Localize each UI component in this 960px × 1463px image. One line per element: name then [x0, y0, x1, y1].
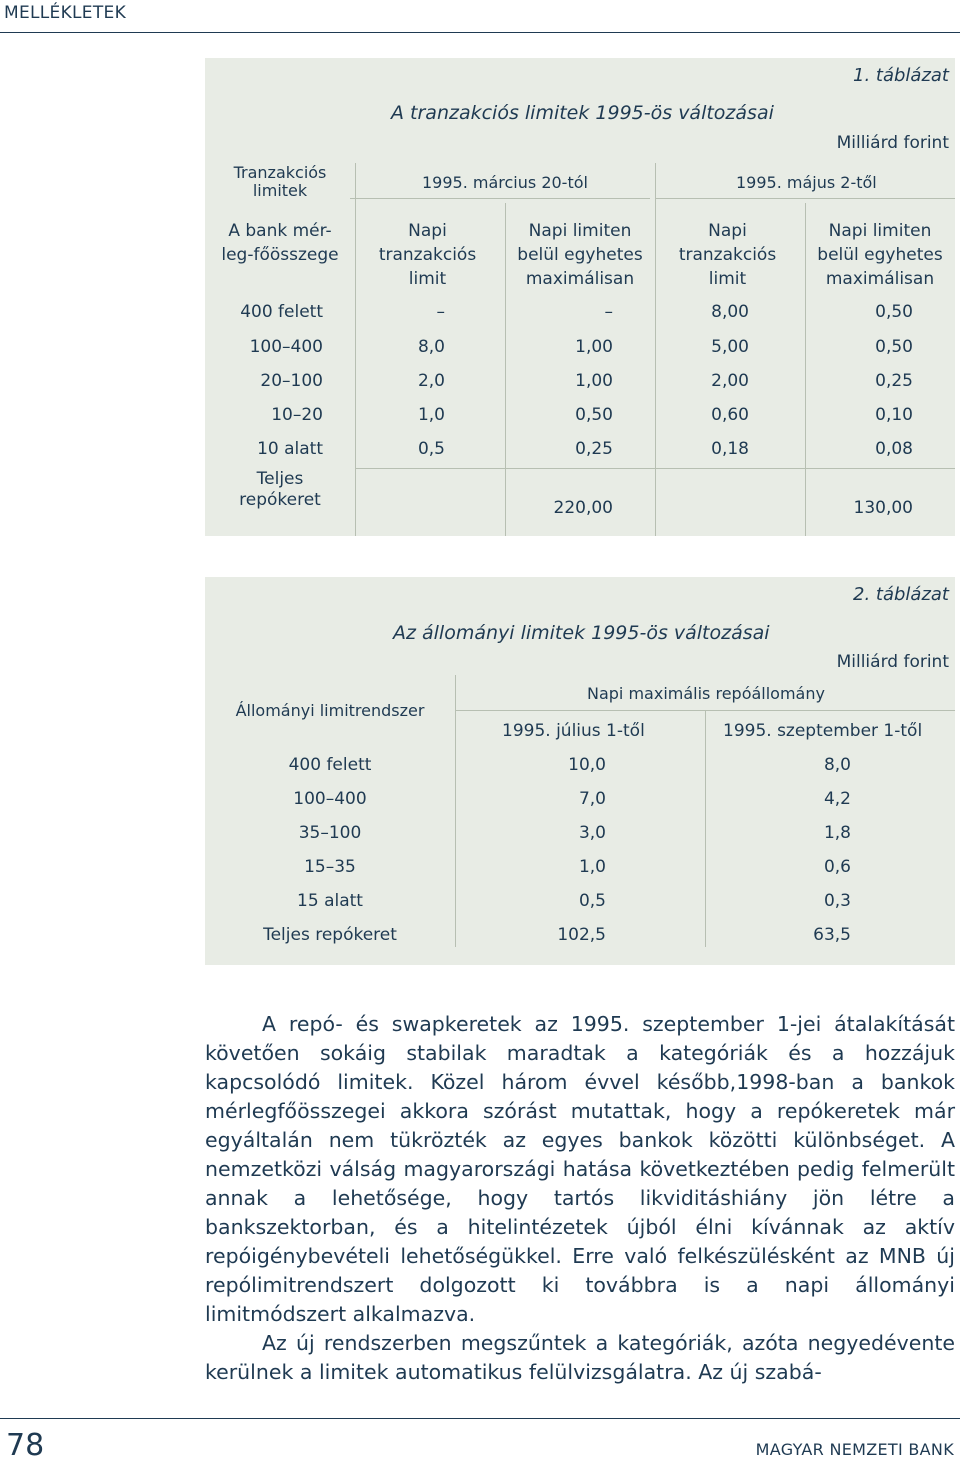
cell: 1,0: [417, 405, 445, 425]
cell: 4,2: [823, 789, 851, 809]
cell: 0,08: [875, 439, 913, 459]
cell: 10 alatt: [257, 439, 323, 459]
cell: 1,8: [823, 823, 851, 843]
footer-rule: [0, 1418, 960, 1419]
cell: 0,6: [823, 857, 851, 877]
cell: 100–400: [249, 337, 323, 357]
cell: 0,3: [823, 891, 851, 911]
cell: Teljes repókeret: [263, 925, 397, 945]
cell: 1,00: [575, 371, 613, 391]
cell: 1,0: [578, 857, 606, 877]
cell: 0,50: [875, 337, 913, 357]
column-header: Napi limiten belül egyhetes maximálisan: [517, 221, 643, 289]
row-header: Tranzakciós limitek: [233, 163, 327, 200]
cell: 63,5: [813, 925, 851, 945]
publisher-name: MAGYAR NEMZETI BANK: [755, 1440, 954, 1459]
divider: [355, 468, 955, 469]
cell: 2,00: [711, 371, 749, 391]
cell: 0,5: [417, 439, 445, 459]
cell: 15 alatt: [297, 891, 363, 911]
cell: 0,5: [578, 891, 606, 911]
total-value: 130,00: [853, 498, 913, 518]
cell: 15–35: [304, 857, 356, 877]
column-header: Napi limiten belül egyhetes maximálisan: [817, 221, 943, 289]
cell: 0,25: [575, 439, 613, 459]
cell: 1,00: [575, 337, 613, 357]
cell: 8,00: [711, 302, 749, 322]
cell: 5,00: [711, 337, 749, 357]
cell: 0,50: [575, 405, 613, 425]
cell: 400 felett: [288, 755, 372, 775]
paragraph: A repó- és swapkeretek az 1995. szeptember 1-jei átalakítását követően sokáig stabilak maradtak a kategóriák és a hozzájuk kapcsolódó limitek. Közel három évvel később,1998-ban a bankok mérlegfőösszegei akkora szórást mutattak, hogy a repókeretek már egyáltalán nem tükrözték az egyes bankok közötti különbséget. A nemzetközi válság magyarországi hatása következtében pedig felmerült annak a lehetősége, hogy tartós likviditáshiány jön létre a bankszektorban, és a hitelintézetek újból élni kívánnak az aktív repóigénybevételi lehetőségükkel. Erre való felkészülésként az MNB új repólimitrendszert dolgozott ki továbbra is a napi állományi limitmódszert alkalmazva.: [205, 1012, 955, 1326]
column-divider: [355, 163, 356, 536]
column-header: Napi tranzakciós limit: [678, 221, 777, 289]
cell: 100–400: [293, 789, 367, 809]
cell: –: [436, 302, 445, 322]
header-rule: [0, 32, 960, 33]
cell: 0,10: [875, 405, 913, 425]
column-divider: [655, 163, 656, 536]
cell: 3,0: [578, 823, 606, 843]
divider: [655, 198, 955, 199]
table-2: [205, 577, 955, 965]
cell: 102,5: [557, 925, 606, 945]
cell: 0,60: [711, 405, 749, 425]
cell: 2,0: [417, 371, 445, 391]
cell: 7,0: [578, 789, 606, 809]
cell: 10–20: [271, 405, 323, 425]
cell: 0,25: [875, 371, 913, 391]
cell: 0,50: [875, 302, 913, 322]
table-1: [205, 58, 955, 536]
total-label: Teljes repókeret: [239, 469, 321, 510]
cell: 8,0: [417, 337, 445, 357]
column-header: 1995. július 1-től: [502, 721, 645, 741]
cell: 20–100: [260, 371, 323, 391]
column-header: A bank mér- leg-főösszege: [221, 221, 339, 265]
cell: 0,18: [711, 439, 749, 459]
cell: –: [604, 302, 613, 322]
unit-label: Milliárd forint: [836, 133, 949, 153]
table-label: 2. táblázat: [853, 584, 949, 605]
divider: [350, 198, 650, 199]
paragraph: Az új rendszerben megszűntek a kategóriák, azóta negyedévente kerülnek a limitek automatikus felülvizsgálatra. Az új szabá-: [205, 1331, 955, 1384]
cell: 35–100: [298, 823, 362, 843]
row-header: Állományi limitrendszer: [235, 701, 425, 720]
table-title: A tranzakciós limitek 1995-ös változásai: [391, 102, 774, 124]
cell: 8,0: [823, 755, 851, 775]
column-divider: [455, 675, 456, 947]
section-header: MELLÉKLETEK: [4, 3, 127, 23]
page-number: 78: [6, 1428, 45, 1463]
unit-label: Milliárd forint: [836, 652, 949, 672]
column-header: 1995. szeptember 1-től: [723, 721, 923, 741]
total-value: 220,00: [553, 498, 613, 518]
cell: 400 felett: [240, 302, 323, 322]
group-header: Napi maximális repóállomány: [587, 684, 825, 703]
period-header: 1995. március 20-tól: [422, 173, 588, 192]
column-divider: [705, 710, 706, 947]
body-text: [205, 1010, 955, 1387]
column-header: Napi tranzakciós limit: [378, 221, 477, 289]
column-divider: [505, 203, 506, 536]
table-label: 1. táblázat: [853, 65, 949, 86]
cell: 10,0: [568, 755, 606, 775]
table-title: Az állományi limitek 1995-ös változásai: [393, 622, 770, 644]
column-divider: [805, 203, 806, 536]
period-header: 1995. május 2-től: [736, 173, 877, 192]
